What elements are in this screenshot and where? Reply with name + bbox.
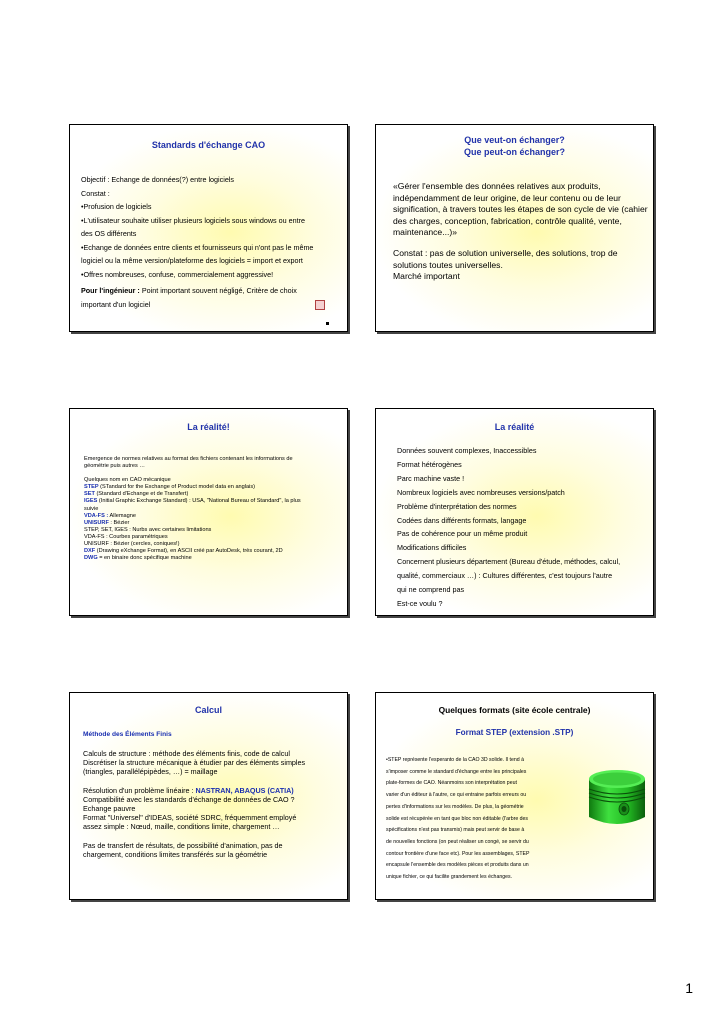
text-line: •L'utilisateur souhaite utiliser plusieurs logiciels sous windows ou entre (81, 215, 306, 225)
format-key: SET (84, 491, 95, 498)
title-line: Que veut-on échanger? (464, 135, 565, 145)
text-line: Parc machine vaste ! (397, 473, 465, 483)
format-desc: (Initial Graphic Exchange Standard) : USA, "National Bureau of Standard", la plus suivie (84, 498, 301, 512)
text-line: Est-ce voulu ? (397, 598, 443, 608)
list-item (84, 513, 304, 520)
format-desc: (Drawing eXchange Format), en ASCII créé par AutoDesk, très courant, 2D (95, 548, 283, 555)
text-line: •Echange de données entre clients et fournisseurs qui n'ont pas le même (81, 242, 314, 252)
slide-title: La réalité! (187, 422, 230, 432)
solver-names: NASTRAN, ABAQUS (CATIA) (195, 785, 294, 795)
text-line: •Profusion de logiciels (81, 202, 152, 211)
solver-prefix: Résolution d'un problème linéaire : (83, 785, 196, 795)
format-desc: : Bézier (108, 519, 130, 526)
text-line: Codées dans différents formats, langage (397, 515, 527, 525)
page-number: 1 (685, 980, 693, 996)
text-line: encapsule l'ensemble des modèles pièces et produits dans un (386, 862, 529, 869)
format-key: IGES (84, 498, 98, 505)
slide-body (84, 456, 304, 562)
piston-3d-image (584, 765, 650, 833)
text-line: Problème d'interprétation des normes (397, 501, 517, 511)
engineer-label: Pour l'ingénieur : (81, 286, 140, 295)
format-desc: (Standard d'Echange et de Transfert) (94, 491, 189, 498)
slide-body (81, 173, 341, 311)
cursor-mark-icon (326, 322, 329, 325)
text-line: qui ne comprend pas (397, 585, 465, 595)
list-item (84, 491, 304, 498)
quote-text: «Gérer l'ensemble des données relatives aux produits, indépendamment de leur origine, de leur contenu ou de leur signification, à travers toutes les étapes de son cycle de vie (cahier des charges, conception, fabrication, contrôle qualité, vente, maintenance...)» (393, 181, 648, 238)
text-line: spécifications n'est pas transmis) mais peut servir de base à (386, 827, 525, 834)
format-key: UNISURF (84, 519, 109, 526)
format-desc: = en binaire donc spécifique machine (97, 555, 192, 562)
list-item (84, 520, 304, 527)
text-line: logiciel ou la même version/plateforme des logiciels = import et export (81, 256, 303, 265)
format-key: STEP (84, 484, 99, 491)
text-line: STEP, SET, IGES : Nurbs avec certaines limitations (84, 526, 212, 533)
text-line: des OS différents (81, 229, 137, 238)
text-line: •Offres nombreuses, confuse, commercialement aggressive! (81, 269, 274, 279)
slide-calcul (69, 692, 348, 900)
text-line: important d'un logiciel (81, 299, 151, 309)
list-item (84, 555, 304, 562)
slide-subtitle: Format STEP (extension .STP) (455, 728, 574, 737)
format-desc: (STandard for the Exchange of Product model data en anglais) (98, 484, 256, 491)
slide-title: La réalité (494, 422, 535, 432)
text-line: s'imposer comme le standard d'échange entre les principales (386, 768, 527, 775)
text-line: Nombreux logiciels avec nombreuses versions/patch (397, 487, 565, 497)
text-line: Données souvent complexes, Inaccessibles (397, 446, 537, 455)
title-line: Que peut-on échanger? (463, 147, 565, 157)
engineer-text: Point important souvent négligé, Critère de choix (139, 286, 297, 295)
sound-icon[interactable] (315, 300, 325, 310)
format-key: VDA-FS : (84, 512, 109, 519)
paragraph: Pas de transfert de résultats, de possibilité d'animation, pas de chargement, conditions limites transférés sur la géométrie (83, 840, 283, 859)
heading-text: Quelques nom en CAO mécanique (84, 477, 171, 484)
text-line: UNISURF : Bézier (cercles, coniques!) (84, 541, 180, 548)
text-line: varier d'un éditeur à l'autre, ce qui entraine parfois erreurs ou (386, 792, 527, 799)
slide-body (386, 755, 586, 884)
text-line: Concernent plusieurs département (Bureau d'étude, méthodes, calcul, (397, 557, 621, 567)
text-line: qualité, commerciaux …) : Cultures différentes, c'est toujours l'autre (397, 571, 613, 581)
text-line: •STEP représente l'esperanto de la CAO 3D solide. Il tend à (386, 757, 524, 763)
list-item (84, 484, 304, 491)
text-line: plate-formes de CAO. Néanmoins son interprétation peut (386, 780, 517, 787)
format-key: DXF (84, 548, 96, 555)
slide-title: Standards d'échange CAO (151, 140, 266, 150)
text-line: de nouvelles fonctions (on peut réaliser un congé, se servir du (386, 838, 529, 845)
list-item (84, 548, 304, 555)
text-line: solide est récupérée en tant que bloc non éditable (l'arbre des (386, 815, 529, 822)
slide-reality-2 (375, 408, 654, 616)
paragraph: Calculs de structure : méthode des éléments finis, code de calcul Discrétiser la structure mécanique à étudier par des éléments simples (triangles, parallélépipèdes, …) = maillage (83, 749, 306, 777)
text-line: contour frontière d'une face etc). Pour les assemblages, STEP (386, 850, 530, 857)
slide-subtitle: Méthode des Éléments Finis (83, 731, 172, 738)
slide-reality-1 (69, 408, 348, 616)
paragraph: Compatibilité avec les standards d'échange de données de CAO ? Echange pauvre Format "Universel" d'IDEAS, société SDRC, fréquemment employé assez simple : Nœud, maille, conditions limite, chargement … (83, 794, 297, 832)
solver-line (83, 786, 345, 795)
slide-title (376, 134, 653, 158)
marche-text: Marché important (393, 271, 460, 281)
slide-title: Quelques formats (site école centrale) (438, 705, 591, 715)
slide-formats (375, 692, 654, 900)
constat-text: Constat : pas de solution universelle, des solutions, trop de solutions toutes universelles. (393, 248, 618, 270)
format-desc: Allemagne (108, 512, 136, 519)
slide-body (83, 749, 345, 859)
slide-body (397, 444, 652, 611)
text-line: Modifications difficiles (397, 543, 467, 553)
slide-standards (69, 124, 348, 332)
list-item (84, 498, 304, 512)
slide-title: Calcul (194, 705, 222, 715)
text-line: Format hétérogènes (397, 459, 462, 469)
format-key: DWG (84, 555, 98, 562)
text-line: pertes d'informations sur les modèles. De plus, la géométrie (386, 803, 524, 810)
text-line: unique fichier, ce qui facilite grandement les échanges. (386, 874, 513, 881)
text-line: Pas de cohérence pour un même produit (397, 529, 528, 539)
slide-exchange (375, 124, 654, 332)
text-line: VDA-FS : Courbes paramétriques (84, 533, 168, 540)
text-line: Objectif : Echange de données(?) entre logiciels (81, 175, 235, 184)
intro-text: Emergence de normes relatives au format des fichiers contenant les informations de géométrie puis autres … (84, 456, 293, 470)
text-line: Constat : (81, 188, 110, 198)
engineer-note (81, 284, 341, 298)
